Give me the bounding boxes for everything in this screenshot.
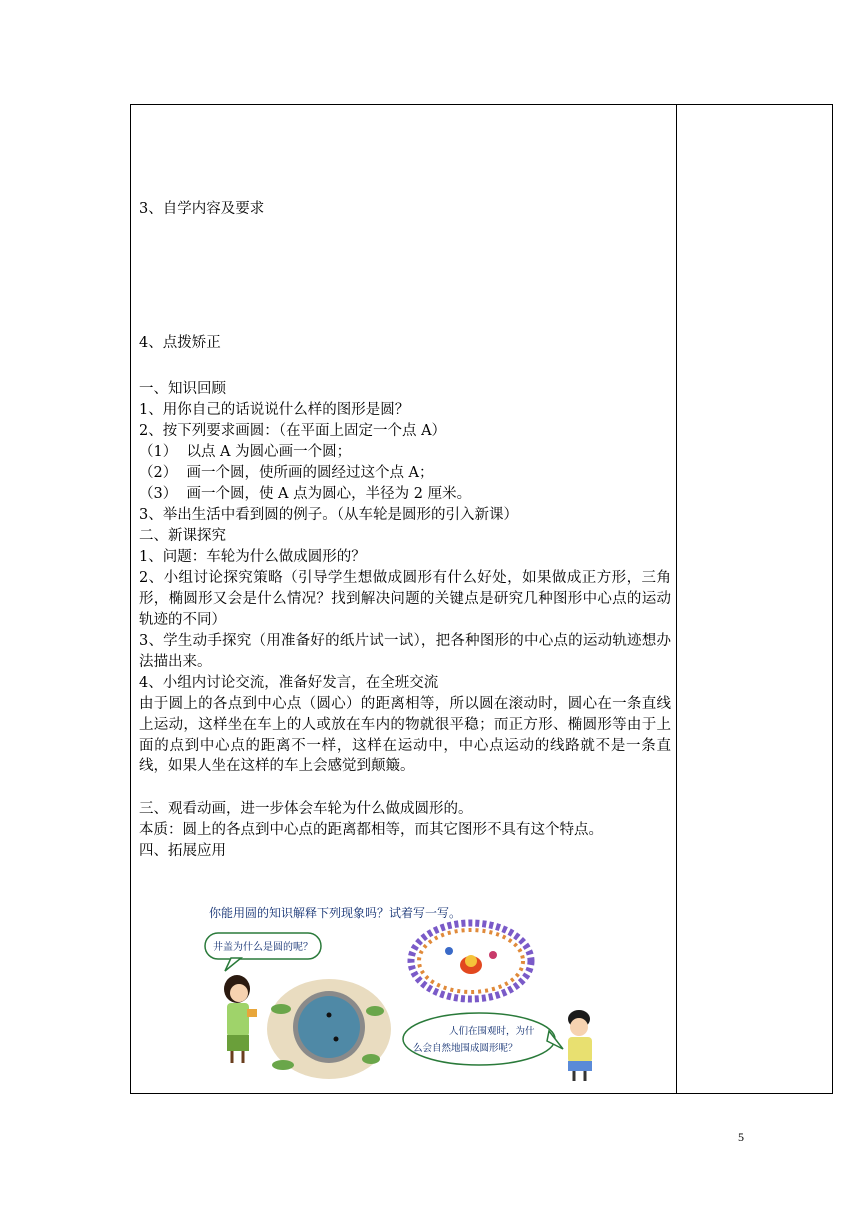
lesson-table <box>130 104 833 1094</box>
explore-heading: 二、新课探究 <box>139 528 226 544</box>
review-heading: 一、知识回顾 <box>139 381 226 397</box>
explore-p5: 由于圆上的各点到中心点（圆心）的距离相等，所以圆在滚动时，圆心在一条直线上运动，这样坐在车上的人或放在车内的物就很平稳；而正方形、椭圆形等由于上面的点到中心点的距离不一样，这样在运动中，中心点运动的线路就不是一条直线，如果人坐在这样的车上会感觉到颠簸。 <box>139 696 671 775</box>
review-q2: 2、按下列要求画圆：（在平面上固定一个点 A） <box>139 423 447 439</box>
section3-heading: 3、自学内容及要求 <box>139 201 265 217</box>
boy-figure <box>568 1010 592 1081</box>
explore-p1: 1、问题：车轮为什么做成圆形的？ <box>139 549 366 565</box>
textbook-illustration <box>179 899 634 1085</box>
page-number: 5 <box>738 1130 744 1144</box>
boy-bubble-text-line2: 么会自然地围成圆形呢？ <box>413 1043 518 1054</box>
manhole-scene <box>267 979 391 1079</box>
girl-speech-bubble <box>205 933 321 971</box>
watch-heading: 三、观看动画，进一步体会车轮为什么做成圆形的。 <box>139 801 473 817</box>
lesson-content <box>139 105 671 1093</box>
explore-p4: 4、小组内讨论交流，准备好发言，在全班交流 <box>139 675 439 691</box>
explore-p3: 3、学生动手探究（用准备好的纸片试一试），把各种图形的中心点的运动轨迹想办法描出来。 <box>139 633 671 670</box>
watch-essence: 本质：圆上的各点到中心点的距离都相等，而其它图形不具有这个特点。 <box>139 822 603 838</box>
boy-speech-bubble <box>403 1013 563 1065</box>
illustration-prompt: 你能用圆的知识解释下列现象吗？试着写一写。 <box>209 906 462 920</box>
girl-bubble-text: 井盖为什么是圆的呢？ <box>213 942 313 953</box>
review-q2-1: （1） 以点 A 为圆心画一个圆； <box>139 444 352 460</box>
review-q2-3: （3） 画一个圆，使 A 点为圆心，半径为 2 厘米。 <box>139 486 472 502</box>
section4-heading: 4、点拨矫正 <box>139 335 221 351</box>
boy-bubble-text-line1: 人们在围观时，为什 <box>449 1026 535 1037</box>
girl-figure <box>224 975 257 1063</box>
column-divider <box>676 105 677 1093</box>
explore-p2: 2、小组讨论探究策略（引导学生想做成圆形有什么好处，如果做成正方形，三角形，椭圆形又会是什么情况？找到解决问题的关键点是研究几种图形中心点的运动轨迹的不同） <box>139 570 671 628</box>
review-q2-2: （2） 画一个圆，使所画的圆经过这个点 A； <box>139 465 434 481</box>
review-q3: 3、举出生活中看到圆的例子。（从车轮是圆形的引入新课） <box>139 507 518 523</box>
review-q1: 1、用你自己的话说说什么样的图形是圆？ <box>139 402 410 418</box>
apply-heading: 四、拓展应用 <box>139 843 226 859</box>
crowd-ring-scene <box>411 923 531 999</box>
